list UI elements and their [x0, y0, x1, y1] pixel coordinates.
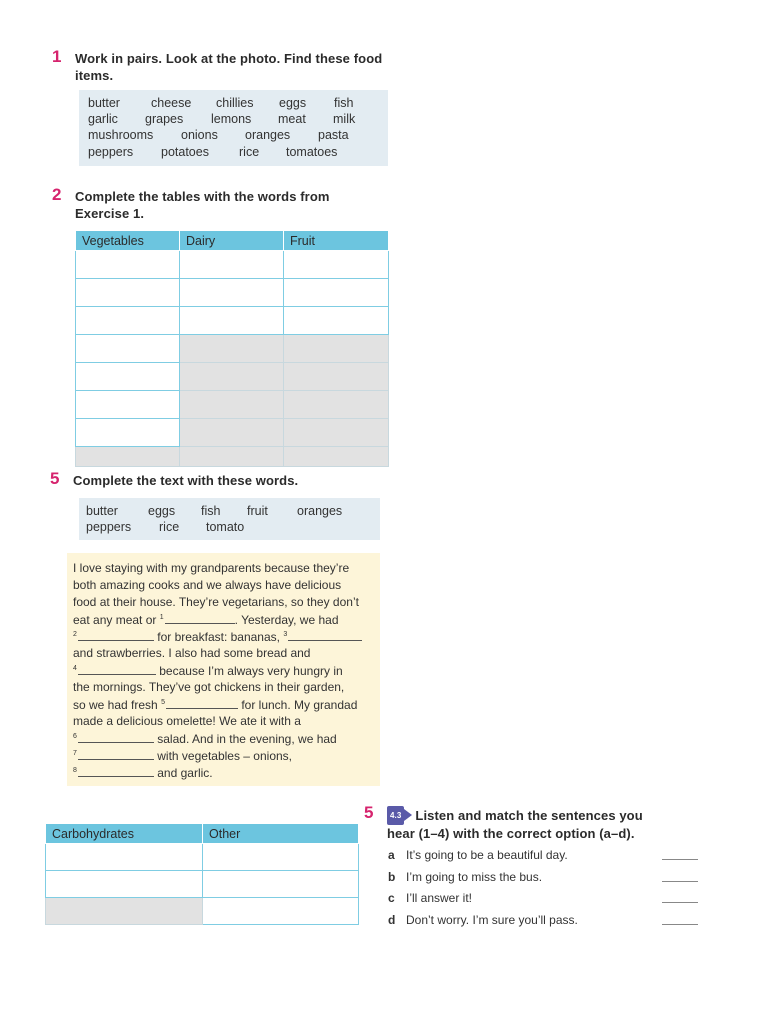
- gap-number: 5: [161, 699, 165, 706]
- exercise-1-number: 1: [52, 47, 62, 66]
- answer-cell[interactable]: [76, 307, 180, 335]
- food-table-carbohydrates-other: [45, 823, 359, 925]
- exercise-5-number: 5: [50, 469, 60, 488]
- gap-5[interactable]: [166, 697, 238, 709]
- exercise-5b-title-line2: hear (1–4) with the correct option (a–d).: [387, 826, 635, 841]
- play-icon[interactable]: [404, 809, 412, 821]
- table-row: [76, 307, 389, 335]
- gap-3[interactable]: [288, 629, 362, 641]
- word: butter: [86, 504, 118, 518]
- exercise-5b-number: 5: [364, 803, 374, 822]
- answer-line-b[interactable]: [662, 881, 698, 882]
- word-row: [79, 145, 388, 161]
- answer-cell[interactable]: [76, 391, 180, 419]
- answer-line-d[interactable]: [662, 924, 698, 925]
- answer-cell[interactable]: [76, 279, 180, 307]
- table-row: [76, 251, 389, 279]
- word: rice: [239, 145, 260, 159]
- word-row: [79, 128, 388, 144]
- answer-cell[interactable]: [284, 279, 389, 307]
- answer-cell[interactable]: [180, 251, 284, 279]
- gap-number: 6: [73, 733, 77, 740]
- table-row: [76, 279, 389, 307]
- table-row: [76, 363, 389, 391]
- answer-cell[interactable]: [180, 307, 284, 335]
- word: oranges: [245, 128, 291, 142]
- answer-cell[interactable]: [46, 871, 203, 898]
- word: tomatoes: [286, 145, 338, 159]
- exercise-2-number: 2: [52, 185, 62, 204]
- gap-number: 4: [73, 665, 77, 672]
- text-line: and strawberries. I also had some bread and: [73, 646, 311, 660]
- exercise-5b-title-line1: 4.3 Listen and match the sentences you: [387, 806, 643, 825]
- text-line: I love staying with my grandparents because they’re: [73, 561, 350, 575]
- shaded-cell: [180, 391, 284, 419]
- word: tomato: [206, 520, 245, 534]
- word: chillies: [216, 96, 254, 110]
- answer-cell[interactable]: [76, 251, 180, 279]
- shaded-cell: [284, 391, 389, 419]
- table-row: [46, 898, 359, 925]
- exercise-5-title: Complete the text with these words.: [73, 473, 299, 488]
- answer-cell[interactable]: [76, 335, 180, 363]
- answer-cell[interactable]: [76, 419, 180, 447]
- exercise-1-title-line2: items.: [75, 68, 114, 83]
- shaded-cell: [284, 447, 389, 467]
- text-line: food at their house. They’re vegetarians, so they don’t: [73, 595, 359, 609]
- text-line: $^7$ with vegetables – onions,: [73, 749, 293, 763]
- word: eggs: [279, 96, 307, 110]
- table-row: [46, 844, 359, 871]
- exercise-1-title-line1: Work in pairs. Look at the photo. Find these food: [75, 51, 383, 66]
- list-item: d Don’t worry. I’m sure you’ll pass.: [388, 913, 578, 927]
- word: fish: [334, 96, 354, 110]
- answer-cell[interactable]: [284, 307, 389, 335]
- word: fish: [201, 504, 221, 518]
- text-line: $^8$ and garlic.: [73, 766, 213, 780]
- word: butter: [88, 96, 120, 110]
- answer-line-c[interactable]: [662, 902, 698, 903]
- food-table-vegetables-dairy-fruit: [75, 230, 389, 467]
- column-header-other: Other: [203, 824, 359, 844]
- shaded-cell: [180, 419, 284, 447]
- column-header-dairy: Dairy: [180, 231, 284, 251]
- gap-2[interactable]: [78, 629, 154, 641]
- exercise-2-title-line1: Complete the tables with the words from: [75, 189, 330, 204]
- table-row: [76, 419, 389, 447]
- answer-cell[interactable]: [203, 871, 359, 898]
- table-row: [76, 447, 389, 467]
- gap-4[interactable]: [78, 663, 156, 675]
- exercise-2-title-line2: Exercise 1.: [75, 206, 145, 221]
- exercise-5-word-box: [79, 498, 380, 540]
- shaded-cell: [284, 419, 389, 447]
- shaded-cell: [284, 335, 389, 363]
- text-line: $^6$ salad. And in the evening, we had: [73, 732, 337, 746]
- list-item: c I’ll answer it!: [388, 891, 473, 905]
- word-row: [79, 504, 380, 520]
- gap-1[interactable]: [165, 612, 235, 624]
- word: peppers: [88, 145, 134, 159]
- exercise-5b-title: [387, 806, 643, 842]
- text-line: both amazing cooks and we always have delicious: [73, 578, 342, 592]
- word: onions: [181, 128, 218, 142]
- shaded-cell: [180, 335, 284, 363]
- gap-8[interactable]: [78, 765, 154, 777]
- word: rice: [159, 520, 180, 534]
- shaded-cell: [180, 447, 284, 467]
- text-line: $^4$ because I’m always very hungry in: [73, 664, 343, 678]
- shaded-cell: [76, 447, 180, 467]
- word: mushrooms: [88, 128, 154, 142]
- word: meat: [278, 112, 306, 126]
- answer-line-a[interactable]: [662, 859, 698, 860]
- exercise-2-title: [75, 188, 330, 222]
- column-header-vegetables: Vegetables: [76, 231, 180, 251]
- answer-cell[interactable]: [203, 844, 359, 871]
- answer-cell[interactable]: [180, 279, 284, 307]
- gap-7[interactable]: [78, 748, 154, 760]
- gap-number: 1: [159, 614, 164, 621]
- word: fruit: [247, 504, 268, 518]
- shaded-cell: [46, 898, 203, 925]
- column-header-carbohydrates: Carbohydrates: [46, 824, 203, 844]
- word: lemons: [211, 112, 252, 126]
- word-row: [79, 112, 388, 128]
- answer-cell[interactable]: [46, 844, 203, 871]
- word: eggs: [148, 504, 176, 518]
- gap-number: 2: [73, 631, 77, 638]
- word-row: [79, 96, 388, 112]
- answer-cell[interactable]: [203, 898, 359, 925]
- word-row: [79, 520, 380, 536]
- list-item: a It’s going to be a beautiful day.: [388, 848, 568, 862]
- answer-cell[interactable]: [76, 363, 180, 391]
- exercise-1-title: [75, 50, 382, 84]
- exercise-1-word-box: [79, 90, 388, 166]
- audio-track-badge[interactable]: 4.3: [387, 806, 404, 825]
- reading-text-box: [67, 553, 380, 786]
- word: peppers: [86, 520, 132, 534]
- shaded-cell: [284, 363, 389, 391]
- word: oranges: [297, 504, 343, 518]
- text-line: $^2$ for breakfast: bananas, $^3$: [73, 629, 362, 646]
- column-header-fruit: Fruit: [284, 231, 389, 251]
- word: potatoes: [161, 145, 209, 159]
- text-line: the mornings. They’ve got chickens in their garden,: [73, 680, 345, 694]
- text-line: made a delicious omelette! We ate it with a: [73, 714, 301, 728]
- text-line: eat any meat or $^1$ . Yesterday, we had: [73, 613, 339, 627]
- gap-6[interactable]: [78, 731, 154, 743]
- table-row: [76, 391, 389, 419]
- word: cheese: [151, 96, 192, 110]
- table-row: [76, 335, 389, 363]
- gap-number: 7: [73, 750, 77, 757]
- word: milk: [333, 112, 356, 126]
- shaded-cell: [180, 363, 284, 391]
- gap-number: 3: [283, 631, 288, 638]
- table-row: [46, 871, 359, 898]
- word: pasta: [318, 128, 349, 142]
- answer-cell[interactable]: [284, 251, 389, 279]
- gap-number: 8: [73, 767, 77, 774]
- list-item: b I’m going to miss the bus.: [388, 870, 543, 884]
- text-line: so we had fresh $^5$ for lunch. My grandad: [73, 698, 358, 712]
- word: grapes: [145, 112, 184, 126]
- word: garlic: [88, 112, 118, 126]
